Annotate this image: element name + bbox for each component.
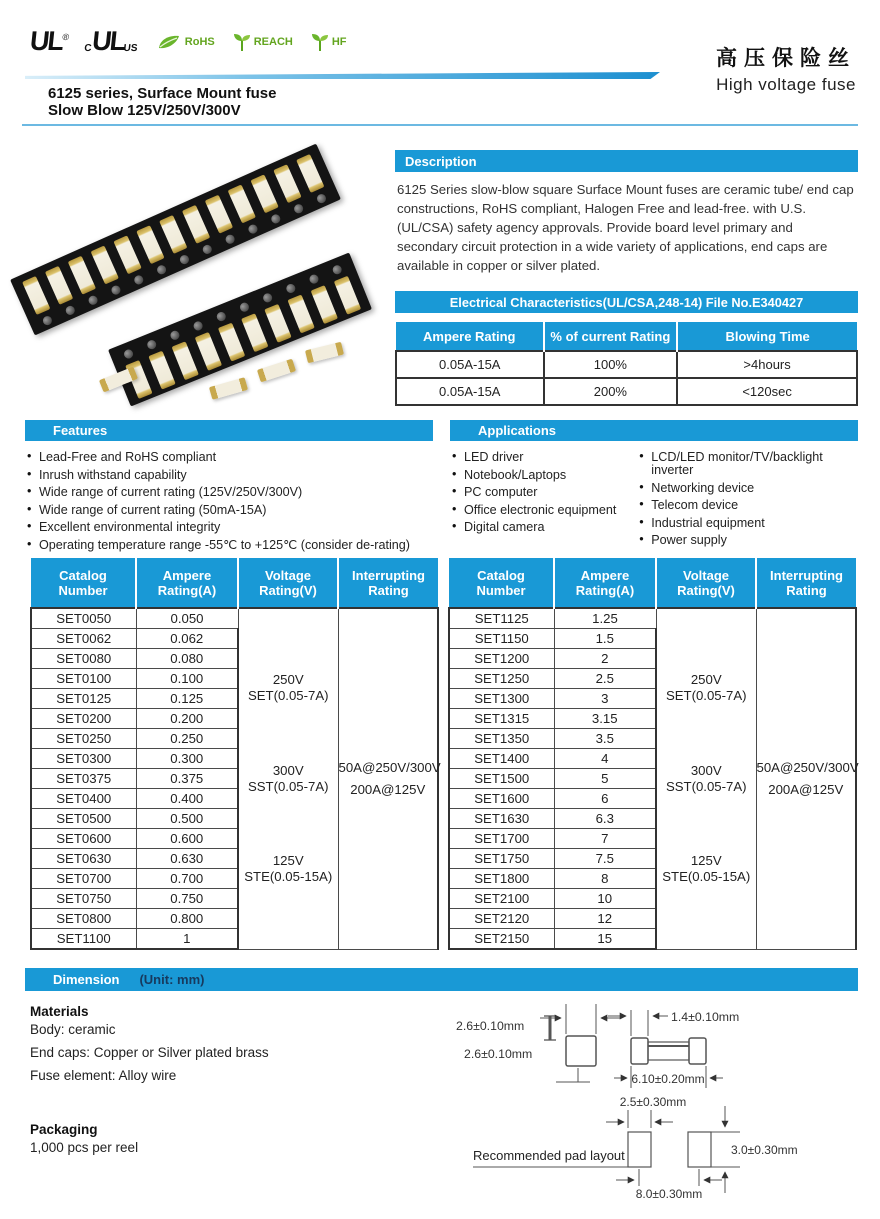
smd-fuse <box>334 276 361 315</box>
application-item: • PC computer <box>464 486 637 499</box>
packaging-text: 1,000 pcs per reel <box>30 1140 139 1155</box>
table-row: SET0250 0.250 <box>31 729 438 749</box>
smd-fuse <box>311 285 338 324</box>
interrupting-rating-cell: 50A@250V/300V 200A@125V <box>338 608 438 949</box>
table-row: SET1100 1 <box>31 929 438 950</box>
applications-list-column2 <box>637 451 858 552</box>
cul-us-text: US <box>122 43 138 54</box>
table-row: SET0062 0.062 <box>31 629 438 649</box>
sprocket-hole <box>192 320 204 332</box>
table-row: SET1200 2 <box>449 649 856 669</box>
column-header: Voltage Rating(V) <box>238 558 338 608</box>
smd-fuse <box>228 184 256 223</box>
product-title <box>48 85 276 119</box>
table-row: SET1300 3 <box>449 689 856 709</box>
sprocket-hole <box>316 193 328 205</box>
sprocket-hole <box>239 301 251 313</box>
cul-ul-text: UL <box>90 26 126 56</box>
table-row: SET0300 0.300 <box>31 749 438 769</box>
table-row: SET1500 5 <box>449 769 856 789</box>
dimension-section <box>25 968 858 1201</box>
feature-item: • Wide range of current rating (125V/250V/300V) <box>39 486 433 499</box>
table-row: SET0750 0.750 <box>31 889 438 909</box>
smd-fuse <box>182 205 210 244</box>
application-item: • Digital camera <box>464 521 637 534</box>
description-text: 6125 Series slow-blow square Surface Mount fuses are ceramic tube/ end cap constructions, RoHS compliant, Halogen Free and lead-free. with U.S. (UL/CSA) safety agency approvals. Provide board level primary and secondary circuit protection in a wide variety of applications, end caps are available in copper or silver plated. <box>397 182 854 273</box>
table-row: SET0080 0.080 <box>31 649 438 669</box>
voltage-group: 300V SST(0.05-7A) <box>247 762 329 794</box>
table-row: SET1315 3.15 <box>449 709 856 729</box>
page-title-chinese: 高压保险丝 <box>716 47 856 70</box>
hf-label: HF <box>331 35 347 48</box>
sprocket-hole <box>262 292 274 304</box>
dim-label-height: 2.6±0.10mm <box>456 1019 525 1033</box>
sprocket-hole <box>293 203 305 215</box>
voltage-group: 300V SST(0.05-7A) <box>665 762 747 794</box>
sprocket-hole <box>41 315 53 327</box>
voltage-rating-cell <box>656 608 756 949</box>
smd-fuse <box>205 195 233 234</box>
feature-item: • Wide range of current rating (50mA-15A) <box>39 504 433 517</box>
sprocket-hole <box>285 283 297 295</box>
material-element: Fuse element: Alloy wire <box>30 1068 177 1083</box>
ul-registered-mark: ® <box>61 32 68 42</box>
dim-label-pad-width: 2.5±0.30mm <box>619 1095 687 1109</box>
table-row: SET0200 0.200 <box>31 709 438 729</box>
dimension-heading <box>25 968 858 991</box>
table-row: SET1800 8 <box>449 869 856 889</box>
features-list <box>25 451 433 552</box>
column-header: Catalog Number <box>449 558 554 608</box>
sprocket-hole <box>308 273 320 285</box>
product-title-line1: 6125 series, Surface Mount fuse <box>48 85 277 102</box>
sprocket-hole <box>201 243 213 255</box>
table-row: SET0050 0.050 250V SET(0.05-7A) 300V SST(0.05-7A) 125V STE(0.05-15A) 50A@250V/300V 200A@125V <box>31 608 438 629</box>
smd-fuse <box>296 154 324 193</box>
dim-label-cap-width: 1.4±0.10mm <box>671 1010 740 1024</box>
table-row: SET1750 7.5 <box>449 849 856 869</box>
material-endcaps: End caps: Copper or Silver plated brass <box>30 1045 269 1060</box>
table-row: SET1150 1.5 <box>449 629 856 649</box>
catalog-table-body <box>449 608 859 949</box>
feature-item: • Excellent environmental integrity <box>39 521 433 534</box>
table-row: SET0700 0.700 <box>31 869 438 889</box>
table-row: SET1400 4 <box>449 749 856 769</box>
feature-item: • Lead-Free and RoHS compliant <box>39 451 433 464</box>
application-item: • Industrial equipment <box>651 517 858 530</box>
interrupting-rating-cell: 50A@250V/300V 200A@125V <box>756 608 856 949</box>
material-body: Body: ceramic <box>30 1022 116 1037</box>
description-section <box>395 150 858 275</box>
catalog-table-right <box>448 558 857 950</box>
electrical-heading: Electrical Characteristics(UL/CSA,248-14) File No.E340427 <box>395 291 858 313</box>
packaging-heading: Packaging <box>30 1122 98 1137</box>
smd-fuse <box>241 313 268 352</box>
table-row: SET1630 6.3 <box>449 809 856 829</box>
smd-fuse <box>209 377 248 400</box>
catalog-table-left-wrap <box>30 558 439 950</box>
application-item: • Office electronic equipment <box>464 504 637 517</box>
table-row: SET2100 10 <box>449 889 856 909</box>
smd-fuse <box>45 266 73 305</box>
certification-logos <box>30 26 347 57</box>
table-row: SET0400 0.400 <box>31 789 438 809</box>
sprocket-hole <box>169 329 181 341</box>
electrical-table <box>395 322 858 406</box>
applications-heading: Applications <box>450 420 858 441</box>
pad-layout-label: Recommended pad layout <box>473 1148 625 1163</box>
column-header: Ampere Rating <box>396 322 544 351</box>
smd-fuse <box>68 256 96 295</box>
application-item: • Notebook/Laptops <box>464 469 637 482</box>
table-row: SET1600 6 <box>449 789 856 809</box>
dimension-diagram <box>428 994 858 1206</box>
table-row: SET0375 0.375 <box>31 769 438 789</box>
table-row: SET0100 0.100 <box>31 669 438 689</box>
table-row: 0.05A-15A 100% >4hours <box>396 351 857 378</box>
smd-fuse <box>136 225 164 264</box>
smd-fuse <box>148 351 175 390</box>
reach-sprout-icon <box>233 32 251 52</box>
c-ul-us-logo-icon <box>83 26 139 57</box>
sprocket-hole <box>270 213 282 225</box>
column-header: Ampere Rating(A) <box>554 558 656 608</box>
catalog-table-body <box>31 608 441 949</box>
smd-fuse <box>287 294 314 333</box>
column-header: Catalog Number <box>31 558 136 608</box>
title-underline <box>22 124 858 126</box>
rohs-badge <box>156 32 215 52</box>
table-row: SET0630 0.630 <box>31 849 438 869</box>
table-row: SET0600 0.600 <box>31 829 438 849</box>
sprocket-hole <box>146 339 158 351</box>
table-row: SET0500 0.500 <box>31 809 438 829</box>
table-row: SET1700 7 <box>449 829 856 849</box>
rohs-label: RoHS <box>184 35 215 48</box>
catalog-table-header <box>449 558 856 608</box>
voltage-group: 250V SET(0.05-7A) <box>665 672 747 704</box>
sprocket-hole <box>215 311 227 323</box>
smd-fuse <box>250 174 278 213</box>
reach-label: REACH <box>253 35 293 48</box>
dim-label-length: 6.10±0.20mm <box>631 1072 705 1086</box>
reach-badge <box>233 32 293 52</box>
ul-logo-icon <box>28 26 68 57</box>
sprocket-hole <box>331 264 343 276</box>
sprocket-hole <box>247 223 259 235</box>
features-heading: Features <box>25 420 433 441</box>
smd-fuse <box>305 342 344 364</box>
page-title-english: High voltage fuse <box>716 75 856 94</box>
electrical-table-header <box>396 322 857 351</box>
header-divider <box>25 72 660 79</box>
column-header: Blowing Time <box>677 322 857 351</box>
materials-heading: Materials <box>30 1004 89 1019</box>
table-row: SET0125 0.125 <box>31 689 438 709</box>
product-photo <box>25 140 385 405</box>
smd-fuse <box>159 215 187 254</box>
sprocket-hole <box>64 304 76 316</box>
sprocket-hole <box>133 274 145 286</box>
hf-badge <box>311 32 347 52</box>
feature-item: • Operating temperature range -55℃ to +125℃ (consider de-rating) <box>39 539 433 552</box>
table-row: SET1350 3.5 <box>449 729 856 749</box>
dimension-unit-label: (Unit: mm) <box>139 972 205 987</box>
column-header: Voltage Rating(V) <box>656 558 756 608</box>
voltage-group: 125V STE(0.05-15A) <box>244 853 333 885</box>
sprocket-hole <box>179 254 191 266</box>
smd-fuse <box>195 332 222 371</box>
table-row: SET1250 2.5 <box>449 669 856 689</box>
application-item: • LED driver <box>464 451 637 464</box>
column-header: % of current Rating <box>544 322 678 351</box>
product-title-line2: Slow Blow 125V/250V/300V <box>48 102 241 119</box>
catalog-table-right-wrap <box>448 558 857 950</box>
dimension-heading-text: Dimension <box>53 972 120 987</box>
smd-fuse <box>257 359 296 383</box>
materials-packaging-block <box>30 1004 269 1164</box>
ul-logo-text: UL <box>28 26 64 56</box>
smd-fuse <box>264 304 291 343</box>
features-section <box>25 420 433 556</box>
table-row: SET0800 0.800 <box>31 909 438 929</box>
table-row: SET2150 15 <box>449 929 856 950</box>
smd-fuse <box>273 164 301 203</box>
catalog-table-left <box>30 558 439 950</box>
catalog-table-header <box>31 558 438 608</box>
dim-label-pad-span: 8.0±0.30mm <box>635 1187 703 1201</box>
voltage-group: 125V STE(0.05-15A) <box>662 853 751 885</box>
smd-fuse <box>218 323 245 362</box>
sprocket-hole <box>224 233 236 245</box>
description-heading: Description <box>395 150 858 172</box>
applications-list-column1 <box>450 451 637 552</box>
smd-fuse <box>91 245 119 284</box>
sprocket-hole <box>87 294 99 306</box>
column-header: Interrupting Rating <box>338 558 438 608</box>
dim-label-pad-height: 3.0±0.30mm <box>731 1143 798 1157</box>
table-row: SET2120 12 <box>449 909 856 929</box>
hf-sprout-icon <box>311 32 329 52</box>
dim-label-width: 2.6±0.10mm <box>464 1047 533 1061</box>
sprocket-hole <box>123 348 135 360</box>
smd-fuse <box>113 235 141 274</box>
smd-fuse <box>22 276 50 315</box>
feature-item: • Inrush withstand capability <box>39 469 433 482</box>
application-item: • Telecom device <box>651 499 858 512</box>
sprocket-hole <box>110 284 122 296</box>
table-row: 0.05A-15A 200% <120sec <box>396 378 857 405</box>
application-item: • LCD/LED monitor/TV/backlight inverter <box>651 451 858 477</box>
table-row: SET1125 1.25 250V SET(0.05-7A) 300V SST(0.05-7A) 125V STE(0.05-15A) 50A@250V/300V 200A@125V <box>449 608 856 629</box>
rohs-leaf-icon <box>156 32 182 52</box>
sprocket-hole <box>156 264 168 276</box>
cul-c-text: C <box>83 43 92 54</box>
electrical-characteristics-section <box>395 291 858 406</box>
voltage-group: 250V SET(0.05-7A) <box>247 672 329 704</box>
voltage-rating-cell <box>238 608 338 949</box>
smd-fuse <box>172 341 199 380</box>
page-title <box>716 42 856 95</box>
application-item: • Power supply <box>651 534 858 547</box>
column-header: Ampere Rating(A) <box>136 558 238 608</box>
application-item: • Networking device <box>651 482 858 495</box>
electrical-table-body <box>396 351 857 405</box>
applications-section <box>450 420 858 552</box>
column-header: Interrupting Rating <box>756 558 856 608</box>
